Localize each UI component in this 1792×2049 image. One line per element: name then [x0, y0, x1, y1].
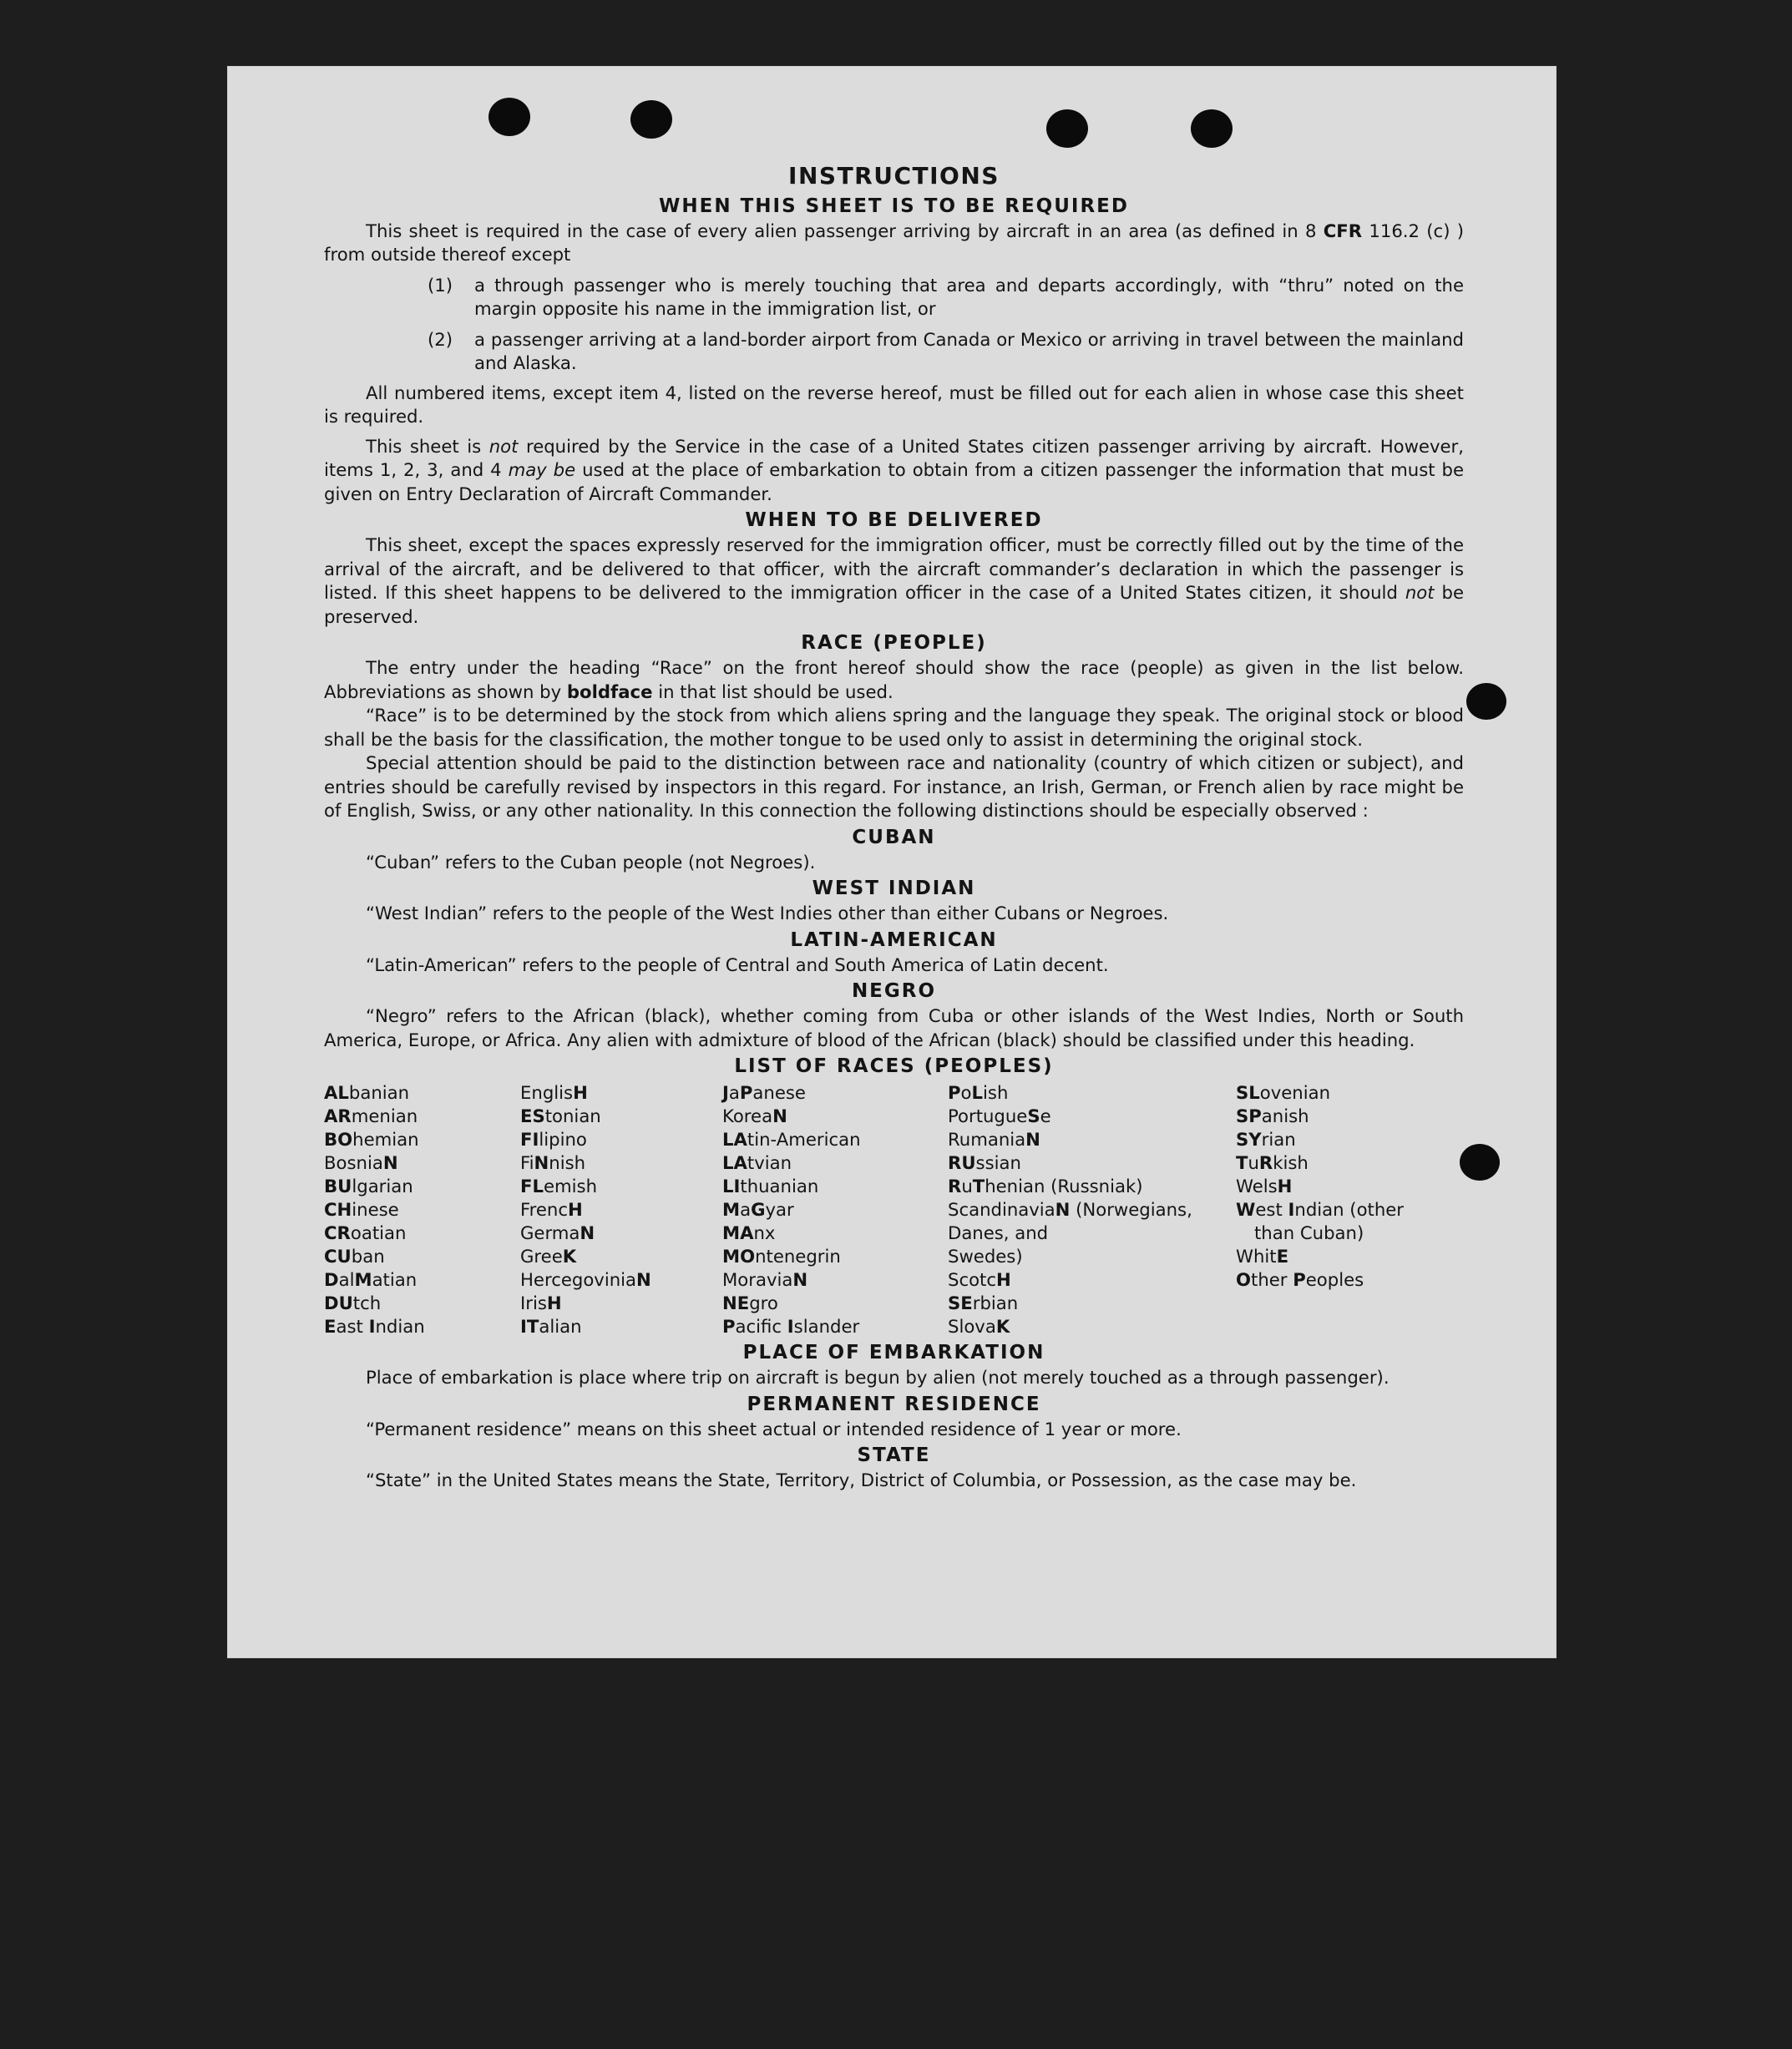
- cuban-definition: “Cuban” refers to the Cuban people (not Negroes).: [366, 851, 816, 873]
- race-entry: SlovaK: [948, 1316, 1010, 1337]
- race-entry: Pacific Islander: [722, 1316, 860, 1337]
- race-entry: Other Peoples: [1236, 1269, 1364, 1290]
- heading-race: RACE (PEOPLE): [801, 632, 987, 654]
- negro-definition: “Negro” refers to the African (black), whether coming from Cuba or other islands of the West Indies, North or South America, Europe, or Africa. Any alien with admixture of blood of the African (black) should be classified under this heading.: [324, 1005, 1464, 1050]
- race-entry: SErbian: [948, 1293, 1019, 1313]
- punch-hole: [1466, 683, 1506, 720]
- heading-when-required: WHEN THIS SHEET IS TO BE REQUIRED: [659, 195, 1129, 217]
- race-entry: EnglisH: [520, 1082, 588, 1103]
- heading-when-delivered: WHEN TO BE DELIVERED: [745, 509, 1043, 531]
- exception-item: (1) a through passenger who is merely touching that area and departs accordingly, with “thru” noted on the margin opposite his name in the immigration list, or: [427, 274, 1464, 319]
- race-paragraph: The entry under the heading “Race” on the front hereof should show the race (people) as given in the list below. Abbreviations as shown by boldface in that list should be used.: [324, 657, 1464, 702]
- residence-definition: “Permanent residence” means on this sheet actual or intended residence of 1 year or more.: [366, 1418, 1182, 1439]
- race-entry: CRoatian: [324, 1222, 407, 1243]
- heading-cuban: CUBAN: [852, 826, 936, 848]
- race-entry: LIthuanian: [722, 1176, 819, 1197]
- race-entry: than Cuban): [1254, 1222, 1364, 1243]
- race-entry: MAnx: [722, 1222, 776, 1243]
- race-entry: Danes, and: [948, 1222, 1049, 1243]
- instructions-body: [324, 164, 1464, 1493]
- race-entry: NEgro: [722, 1293, 778, 1313]
- document-title: INSTRUCTIONS: [788, 162, 1000, 190]
- punch-hole: [1046, 109, 1088, 148]
- race-entry: ScotcH: [948, 1269, 1011, 1290]
- required-intro: This sheet is required in the case of every alien passenger arriving by aircraft in an area (as defined in 8 CFR 116.2 (c) ) from outside thereof except: [324, 220, 1464, 265]
- delivery-text: This sheet, except the spaces expressly reserved for the immigration officer, must be correctly filled out by the time of the arrival of the aircraft, and be delivered to that officer, with the aircraft commander’s declaration in which the passenger is listed. If this sheet happens to be delivered to the immigration officer in the case of a United States citizen, it should not be preserved.: [324, 534, 1464, 627]
- punch-hole: [1191, 109, 1233, 148]
- race-entry: SYrian: [1236, 1129, 1296, 1150]
- heading-residence: PERMANENT RESIDENCE: [747, 1393, 1041, 1415]
- race-entry: IrisH: [520, 1293, 562, 1313]
- punch-hole: [1460, 1144, 1500, 1181]
- race-entry: GreeK: [520, 1246, 577, 1267]
- race-entry: SPanish: [1236, 1105, 1309, 1126]
- heading-state: STATE: [857, 1444, 931, 1466]
- race-entry: RumaniaN: [948, 1129, 1040, 1150]
- race-column: [1236, 1081, 1445, 1338]
- race-entry: DalMatian: [324, 1269, 418, 1290]
- race-entry: LAtin-American: [722, 1129, 861, 1150]
- race-entry: PortugueSe: [948, 1105, 1051, 1126]
- race-entry: ITalian: [520, 1316, 582, 1337]
- race-column: [722, 1081, 948, 1338]
- race-entry: CHinese: [324, 1199, 399, 1220]
- exception-item: (2) a passenger arriving at a land-border airport from Canada or Mexico or arriving in travel between the mainland and Alaska.: [427, 328, 1464, 373]
- race-entry: LAtvian: [722, 1152, 792, 1173]
- race-entry: MoraviaN: [722, 1269, 808, 1290]
- race-column: [948, 1081, 1236, 1338]
- numbered-items-note: All numbered items, except item 4, listed on the reverse hereof, must be filled out for each alien in whose case this sheet is required.: [324, 382, 1464, 427]
- race-entry: DUtch: [324, 1293, 382, 1313]
- west-indian-definition: “West Indian” refers to the people of the West Indies other than either Cubans or Negroes.: [366, 903, 1169, 923]
- heading-latin-american: LATIN-AMERICAN: [790, 928, 998, 951]
- heading-embarkation: PLACE OF EMBARKATION: [742, 1342, 1045, 1363]
- punch-hole: [488, 98, 530, 136]
- race-column: [324, 1081, 520, 1338]
- heading-list-of-races: LIST OF RACES (PEOPLES): [734, 1055, 1054, 1077]
- state-definition: “State” in the United States means the State, Territory, District of Columbia, or Possession, as the case may be.: [366, 1470, 1357, 1490]
- race-entry: FiNnish: [520, 1152, 586, 1173]
- race-entry: ARmenian: [324, 1105, 418, 1126]
- race-entry: MaGyar: [722, 1199, 794, 1220]
- race-entry: BOhemian: [324, 1129, 419, 1150]
- race-entry: WhitE: [1236, 1246, 1289, 1267]
- race-paragraph: “Race” is to be determined by the stock from which aliens spring and the language they speak. The original stock or blood shall be the basis for the classification, the mother tongue to be used only to assist in determining the original stock.: [324, 705, 1464, 750]
- heading-negro: NEGRO: [851, 980, 937, 1002]
- race-entry: MOntenegrin: [722, 1246, 841, 1267]
- race-entry: West Indian (other: [1236, 1199, 1405, 1220]
- race-entry: GermaN: [520, 1222, 595, 1243]
- race-entry: EStonian: [520, 1105, 601, 1126]
- punch-hole: [630, 100, 672, 139]
- race-entry: BosniaN: [324, 1152, 398, 1173]
- race-entry: ScandinaviaN (Norwegians,: [948, 1199, 1192, 1220]
- race-entry: CUban: [324, 1246, 385, 1267]
- race-entry: JaPanese: [722, 1082, 806, 1103]
- latin-american-definition: “Latin-American” refers to the people of Central and South America of Latin decent.: [366, 954, 1109, 975]
- race-entry: FrencH: [520, 1199, 583, 1220]
- race-entry: RUssian: [948, 1152, 1021, 1173]
- race-entry: BUlgarian: [324, 1176, 413, 1197]
- race-column: [520, 1081, 722, 1338]
- race-paragraph: Special attention should be paid to the distinction between race and nationality (country of which citizen or subject), and entries should be carefully revised by inspectors in this regard. For instance, an Irish, German, or French alien by race might be of English, Swiss, or any other nationality. In this connection the following distinctions should be especially observed :: [324, 752, 1464, 821]
- race-entry: HercegoviniaN: [520, 1269, 651, 1290]
- race-entry: SLovenian: [1236, 1082, 1331, 1103]
- embarkation-definition: Place of embarkation is place where trip on aircraft is begun by alien (not merely touched as a through passenger).: [366, 1367, 1390, 1388]
- race-entry: Swedes): [948, 1246, 1023, 1267]
- document-sheet: [228, 67, 1556, 1657]
- race-entry: FLemish: [520, 1176, 598, 1197]
- race-entry: TuRkish: [1236, 1152, 1309, 1173]
- race-entry: FIlipino: [520, 1129, 587, 1150]
- race-list: [324, 1081, 1464, 1338]
- race-entry: East Indian: [324, 1316, 425, 1337]
- race-entry: ALbanian: [324, 1082, 410, 1103]
- race-entry: KoreaN: [722, 1105, 787, 1126]
- citizen-note: This sheet is not required by the Service in the case of a United States citizen passenger arriving by aircraft. However, items 1, 2, 3, and 4 may be used at the place of embarkation to obtain from a citizen passenger the information that must be given on Entry Declaration of Aircraft Commander.: [324, 435, 1464, 504]
- race-entry: RuThenian (Russniak): [948, 1176, 1143, 1197]
- race-entry: PoLish: [948, 1082, 1009, 1103]
- heading-west-indian: WEST INDIAN: [812, 878, 976, 899]
- race-entry: WelsH: [1236, 1176, 1293, 1197]
